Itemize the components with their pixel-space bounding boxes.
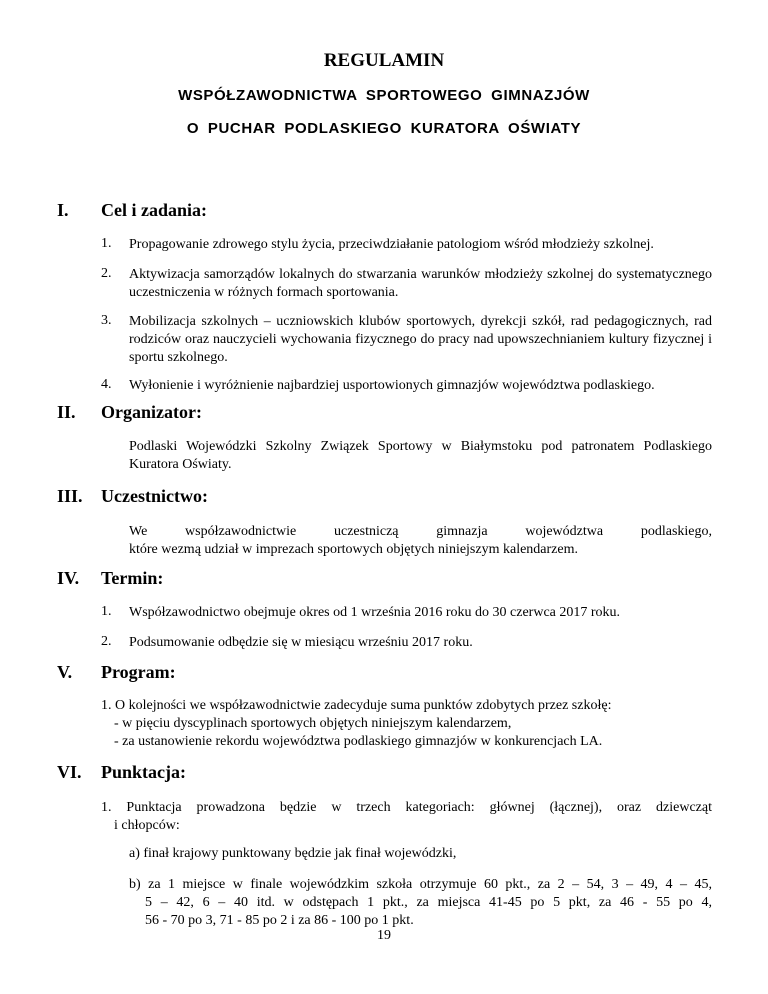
section-3-text-line-2: które wezmą udział w imprezach sportowych objętych niniejszym kalendarzem.	[129, 542, 578, 557]
section-5-line-1: 1. O kolejności we współzawodnictwie zadecyduje suma punktów zdobytych przez szkołę:	[101, 698, 612, 713]
document-subtitle-line-1: WSPÓŁZAWODNICTWA SPORTOWEGO GIMNAZJÓW	[178, 87, 590, 104]
section-6-paragraph-1-line-2: i chłopców:	[114, 818, 180, 833]
section-6-item-b-line-3: 56 - 70 po 3, 71 - 85 po 2 i za 86 - 100 po 1 pkt.	[145, 913, 414, 928]
section-4-item-1-number: 1.	[101, 604, 112, 619]
section-1-item-2-number: 2.	[101, 266, 112, 281]
section-1-title: Cel i zadania:	[101, 200, 207, 220]
section-6-paragraph-1-line-1: 1. Punktacja prowadzona będzie w trzech kategoriach: głównej (łącznej), oraz dziewcząt	[101, 800, 712, 815]
section-4-item-1-text: Współzawodnictwo obejmuje okres od 1 września 2016 roku do 30 czerwca 2017 roku.	[129, 605, 621, 620]
section-2-number: II.	[57, 402, 76, 422]
page-number: 19	[377, 928, 391, 943]
document-subtitle-line-2: O PUCHAR PODLASKIEGO KURATORA OŚWIATY	[186, 120, 582, 137]
section-3-title: Uczestnictwo:	[101, 486, 208, 506]
section-3-number: III.	[57, 486, 83, 506]
section-1-item-1-number: 1.	[101, 236, 112, 251]
section-1-number: I.	[57, 200, 69, 220]
section-5-line-2: - w pięciu dyscyplinach sportowych objętych niniejszym kalendarzem,	[114, 716, 512, 731]
section-1-item-1-text: Propagowanie zdrowego stylu życia, przeciwdziałanie patologiom wśród młodzieży szkolnej.	[129, 237, 654, 252]
section-6-item-b-line-2: 5 – 42, 6 – 40 itd. w odstępach 1 pkt., za miejsca 41-45 po 5 pkt, za 46 - 55 po 4,	[145, 895, 712, 910]
section-1-item-3-number: 3.	[101, 313, 112, 328]
section-5-number: V.	[57, 662, 73, 682]
section-1-item-3-text: Mobilizacja szkolnych – uczniowskich klubów sportowych, dyrekcji szkół, rad pedagogicznych, rad rodziców oraz nauczycieli wychowania fizycznego do pracy nad upowszechnianiem kultury fizycznej i sportu szkolnego.	[129, 314, 712, 365]
section-4-item-2-number: 2.	[101, 634, 112, 649]
section-1-item-4-number: 4.	[101, 377, 112, 392]
section-1-item-4-text: Wyłonienie i wyróżnienie najbardziej usportowionych gimnazjów województwa podlaskiego.	[129, 378, 655, 393]
section-5-line-3: - za ustanowienie rekordu województwa podlaskiego gimnazjów w konkurencjach LA.	[114, 734, 603, 749]
section-6-item-a: a) finał krajowy punktowany będzie jak finał wojewódzki,	[129, 846, 457, 861]
section-2-title: Organizator:	[101, 402, 202, 422]
section-4-title: Termin:	[101, 568, 164, 588]
section-5-title: Program:	[101, 662, 176, 682]
document-title: REGULAMIN	[323, 50, 445, 71]
section-4-item-2-text: Podsumowanie odbędzie się w miesiącu wrześniu 2017 roku.	[129, 635, 473, 650]
section-6-number: VI.	[57, 762, 82, 782]
section-6-item-b-line-1: b) za 1 miejsce w finale wojewódzkim szkoła otrzymuje 60 pkt., za 2 – 54, 3 – 49, 4 – 45,	[129, 877, 712, 892]
section-3-text-line-1: We współzawodnictwie uczestniczą gimnazja województwa podlaskiego,	[129, 524, 712, 539]
section-1-item-2-text: Aktywizacja samorządów lokalnych do stwarzania warunków młodzieży szkolnej do systematycznego uczestniczenia w różnych formach sportowania.	[129, 267, 712, 300]
section-4-number: IV.	[57, 568, 80, 588]
section-6-title: Punktacja:	[101, 762, 186, 782]
section-2-text: Podlaski Wojewódzki Szkolny Związek Sportowy w Białymstoku pod patronatem Podlaskiego Kuratora Oświaty.	[129, 439, 712, 472]
